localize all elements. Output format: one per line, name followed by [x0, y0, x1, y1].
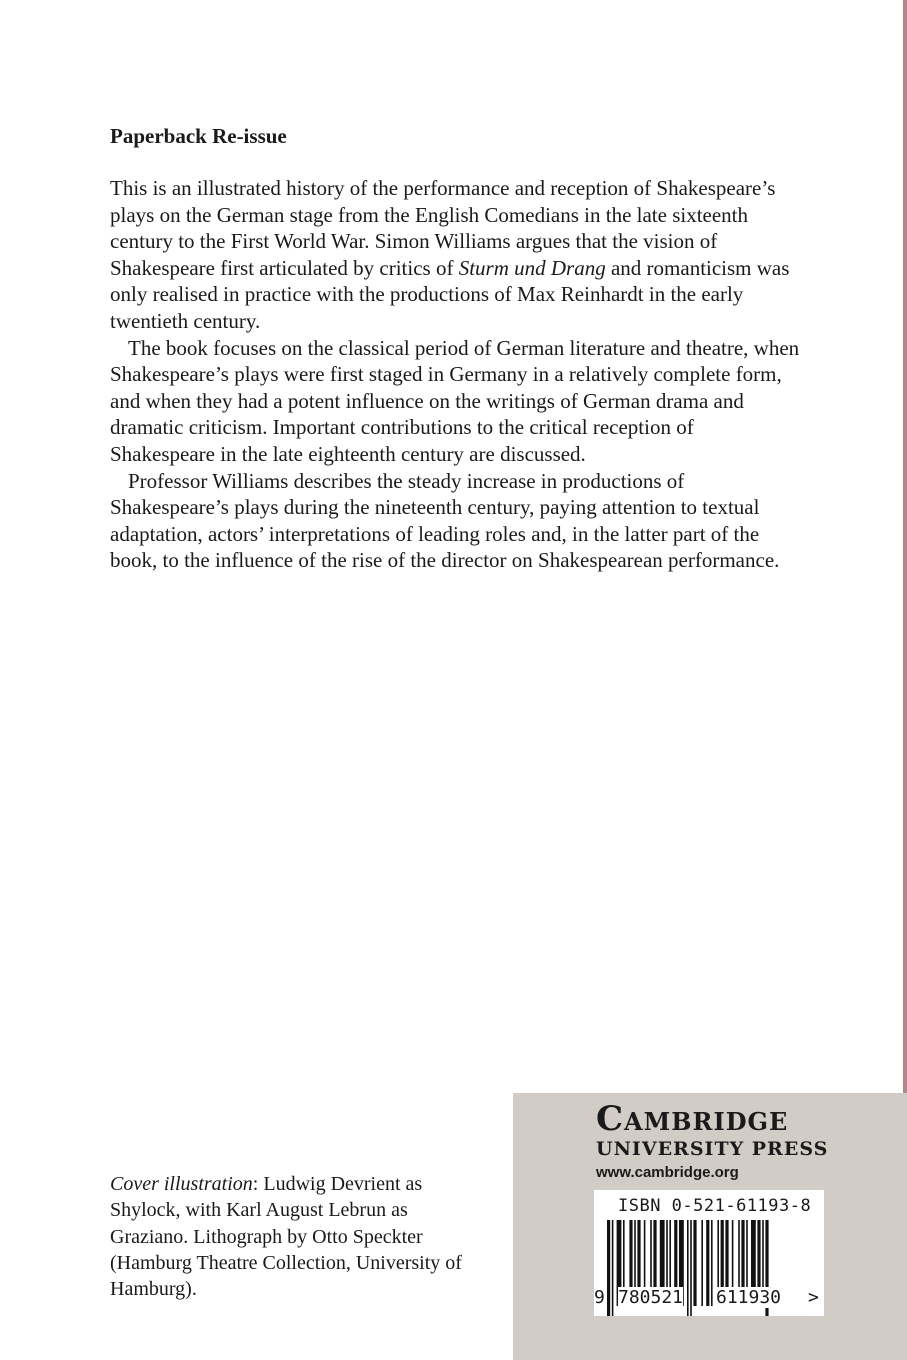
paragraph-1-start: This is an illustrated history of the performance and reception of Shakespeare’s plays on the German stage from the English Comedians in the late sixteenth century to the First World War. Simon Williams argues that the vision of Shakespeare first articulated by critics of [110, 176, 776, 280]
barcode-bar [701, 1220, 703, 1306]
publisher-url: www.cambridge.org [596, 1164, 739, 1181]
barcode-bar [693, 1220, 696, 1306]
barcode-bar [690, 1220, 692, 1316]
barcode-digits-left: 780521 [618, 1287, 684, 1308]
publisher-subtitle: UNIVERSITY PRESS [596, 1138, 829, 1160]
barcode-bar [706, 1220, 709, 1306]
cover-caption [110, 1171, 490, 1302]
barcode-bar [607, 1220, 610, 1316]
cover-caption-label: Cover illustration [110, 1173, 253, 1195]
paragraph-2: The book focuses on the classical period of German literature and theatre, when Shakespeare’s plays were first staged in Germany in a relatively complete form, and when they had a potent influence on the writings of German drama and dramatic criticism. Important contributions to the critical reception of Shakespeare in the late eighteenth century are discussed. [110, 335, 800, 466]
isbn-label: ISBN 0-521-61193-8 [618, 1196, 812, 1216]
publisher-logo [596, 1100, 836, 1181]
paragraph-1-end: and romanticism was only realised in practice with the productions of Max Reinhardt in the early twentieth century. [110, 255, 790, 333]
section-heading: Paperback Re-issue [110, 124, 287, 148]
barcode-end-mark: > [808, 1287, 819, 1308]
cover-caption-text: : Ludwig Devrient as Shylock, with Karl August Lebrun as Graziano. Lithograph by Otto Speckter (Hamburg Theatre Collection, University of Hamburg). [110, 1173, 462, 1301]
description-text [110, 175, 802, 574]
publisher-name: Cambridge [596, 1099, 789, 1139]
paragraph-1 [110, 175, 802, 335]
paragraph-1-italic: Sturm und Drang [458, 255, 606, 280]
barcode-bar [687, 1220, 689, 1316]
barcode-bar [711, 1220, 713, 1306]
paragraph-3: Professor Williams describes the steady increase in productions of Shakespeare’s plays during the nineteenth century, paying attention to textual adaptation, actors’ interpretations of leading roles and, in the latter part of the book, to the influence of the rise of the director on Shakespearean performance. [110, 468, 780, 573]
barcode-digit-first: 9 [594, 1287, 605, 1308]
barcode-digits-right: 611930 [716, 1287, 782, 1308]
barcode-bar [612, 1220, 614, 1316]
